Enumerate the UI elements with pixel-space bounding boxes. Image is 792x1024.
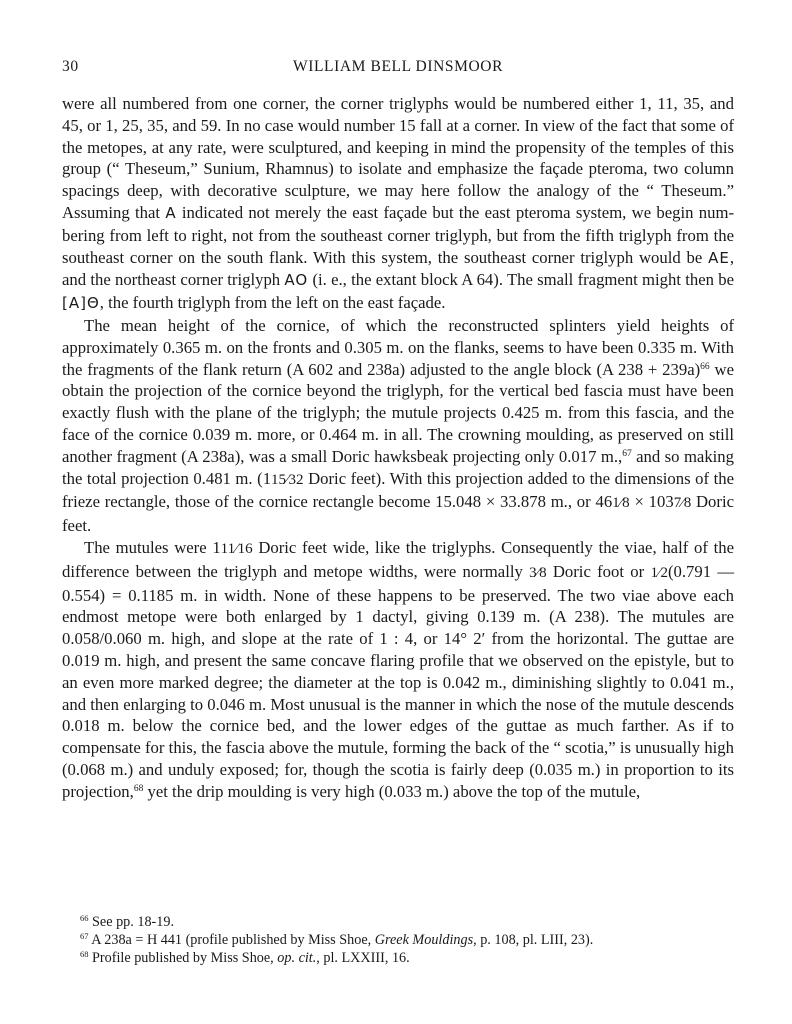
mason-mark: AE — [708, 248, 730, 267]
text-run: indicated not merely the east façade but the east pteroma system, we begin numbering from left to right, not from the southeast corner triglyph, but from the fifth triglyph from the southeast corner on the south flank. With this system, the southeast corner triglyph would be — [62, 202, 734, 267]
footnotes — [80, 913, 734, 968]
fraction: 11⁄16 — [220, 540, 253, 557]
footnote-reference: 66 — [700, 361, 710, 372]
footnote-number: 67 — [80, 931, 89, 942]
text-run: See pp. 18-19. — [92, 914, 175, 930]
text-run: , pl. LXXIII, 16. — [316, 950, 410, 967]
footnote — [80, 931, 734, 949]
text-run: Doric feet). With this projection added to the dimensions of the frieze rectangle, those of the cornice rectangle become 15.048 × 33.878 m., or 46 — [62, 468, 734, 512]
footnote-reference: 68 — [133, 783, 144, 794]
text-run: yet the drip moulding is very high (0.033 m.) above the top of the mutule, — [143, 781, 641, 801]
text-run: Doric feet. — [62, 492, 734, 536]
mason-mark: A — [165, 203, 177, 222]
text-run: , and the northeast corner triglyph — [62, 247, 734, 290]
fraction: 15⁄32 — [271, 471, 304, 488]
text-run: Doric feet wide, like the triglyphs. Consequently the viae, half of the difference between the triglyph and metope widths, were normally — [62, 537, 734, 581]
mason-mark: [A]Θ — [62, 294, 100, 313]
running-header — [62, 58, 734, 80]
text-run: and so making the total projection 0.481 m. (1 — [62, 446, 734, 488]
fraction: 1⁄2 — [650, 564, 668, 581]
text-run: (0.791 — 0.554) = 0.1185 m. in width. None of these happens to be preserved. The two viae above each endmost metope were both enlarged by 1 dactyl, giving 0.139 m. (A 238). The mutules are 0.058/0.060 m. high, and slope at the rate of 1 : 4, or 14° 2′ from the horizontal. The guttae are 0.019 m. high, and present the same concave flaring profile that we observed on the epistyle, but to an even more marked degree; the diameter at the top is 0.042 m., diminishing slightly to 0.041 m., and then enlarging to 0.046 m. Most unusual is the manner in which the nose of the mutule descends 0.018 m. below the cornice bed, and the lower edges of the guttae as much farther. As if to compensate for this, the fascia above the mutule, forming the back of the “ scotia,” is unusually high (0.068 m.) and unduly exposed; for, though the scotia is fairly deep (0.035 m.) in proportion to its projection, — [62, 561, 735, 801]
text-run: (i. e., the extant block A 64). The small fragment might then be — [308, 270, 734, 290]
text-run: , the fourth triglyph from the left on the east façade. — [99, 293, 446, 313]
footnote-reference: 67 — [622, 448, 632, 459]
paragraph — [62, 315, 734, 537]
body-text — [62, 93, 734, 803]
text-run: , p. 108, pl. LIII, 23). — [473, 932, 594, 949]
text-run: we obtain the projection of the cornice beyond the triglyph, for the vertical bed fascia must have been exactly flush with the plane of the triglyph; the mutule projects 0.425 m. from this fascia, and the face of the cornice 0.039 m. more, or 0.464 m. in all. The crowning moulding, as preserved on still another fragment (A 238a), was a small Doric hawksbeak projecting only 0.017 m., — [62, 359, 734, 466]
text-run: The mutules were 1 — [84, 537, 221, 557]
italic-title: Greek Mouldings — [374, 932, 474, 949]
fraction: 3⁄8 — [529, 564, 547, 581]
mason-mark: AO — [284, 271, 309, 290]
footnote — [80, 949, 734, 967]
paragraph — [62, 93, 734, 315]
italic-title: op. cit. — [277, 950, 317, 967]
page-number: 30 — [62, 58, 79, 75]
fraction: 7⁄8 — [673, 495, 692, 512]
text-run: × 103 — [629, 492, 674, 512]
text-run: were all numbered from one corner, the corner triglyphs would be numbered either 1, 11, 35, and 45, or 1, 25, 35, and 59. In no case would number 15 fall at a corner. In view of the fact that some of the metopes, at any rate, were sculptured, and keeping in mind the propensity of the temples of this group (“ Theseum,” Sunium, Rhamnus) to isolate and emphasize the façade pteroma, two column spacings deep, with decorative sculpture, we may here follow the analogy of the “ Theseum.” Assuming that — [62, 94, 734, 222]
footnote-number: 66 — [80, 913, 89, 923]
text-run: Doric foot or — [546, 561, 651, 581]
text-run: Profile published by Miss Shoe, — [92, 950, 278, 967]
footnote — [80, 913, 734, 931]
text-run: The mean height of the cornice, of which the reconstructed splinters yield heights of approximately 0.365 m. on the fronts and 0.305 m. on the flanks, seems to have been 0.335 m. With the fragments of the flank return (A 602 and 238a) adjusted to the angle block (A 238 + 239a) — [62, 315, 734, 379]
footnote-number: 68 — [80, 949, 89, 960]
running-title: WILLIAM BELL DINSMOOR — [292, 58, 504, 75]
text-run: A 238a = H 441 (profile published by Miss Shoe, — [91, 932, 375, 949]
paragraph — [62, 537, 734, 803]
fraction: 1⁄8 — [612, 495, 630, 512]
